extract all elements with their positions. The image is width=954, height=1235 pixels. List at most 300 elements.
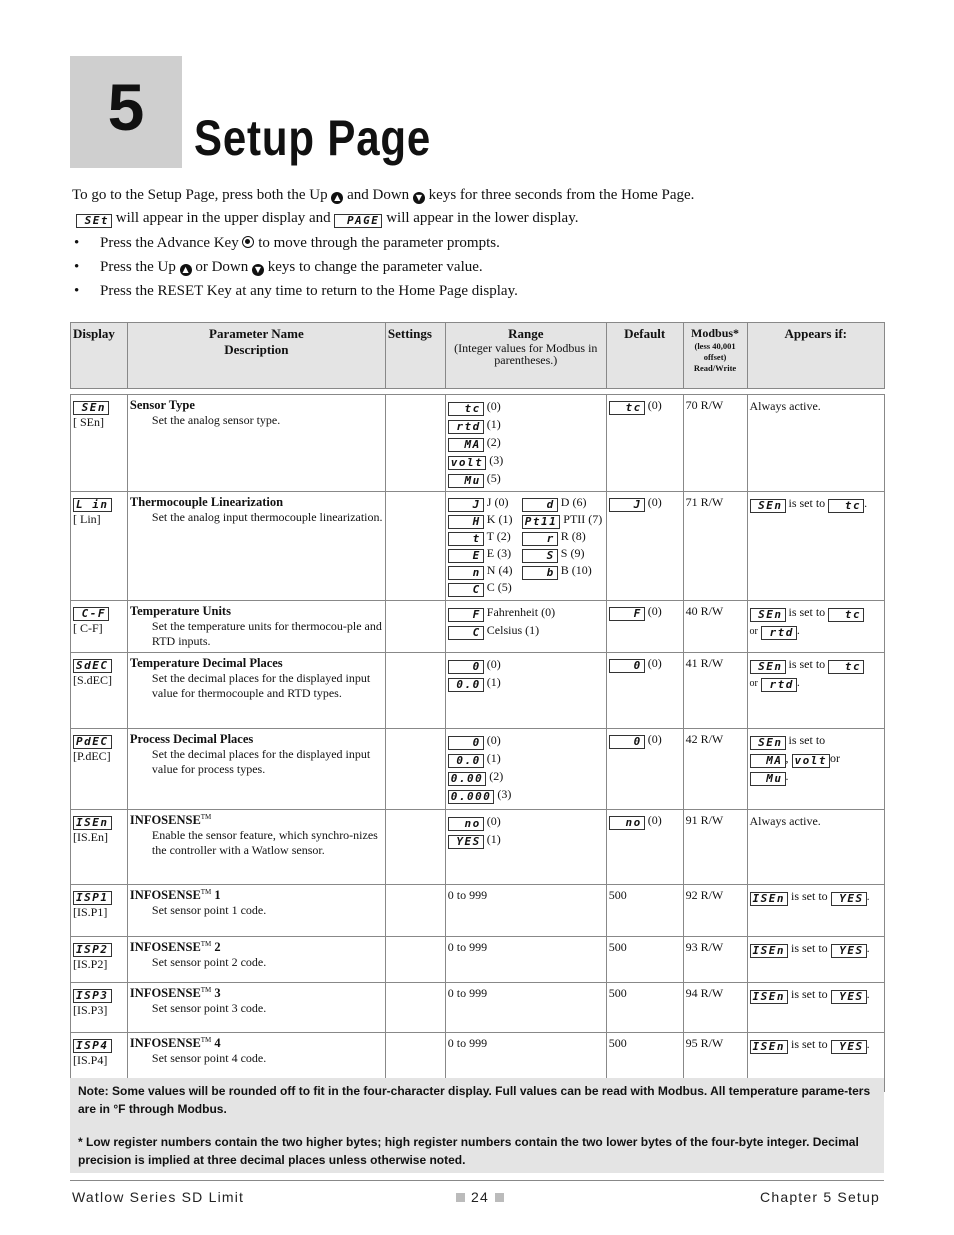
table-row xyxy=(71,983,885,1033)
range-option xyxy=(448,529,522,546)
table-row xyxy=(71,653,885,729)
range-label: Fahrenheit (0) xyxy=(486,605,556,619)
header-subtext: (less 40,001 offset) xyxy=(694,341,736,362)
range-label: (5) xyxy=(486,471,501,485)
lcd-display: SEn xyxy=(750,736,786,750)
settings-cell xyxy=(385,937,445,983)
header-text: Modbus* xyxy=(691,326,740,340)
lcd-display: ISEn xyxy=(750,892,789,906)
display-cell xyxy=(71,492,128,601)
parameter-description: Enable the sensor feature, which synchro-nizes the controller with a Watlow sensor. xyxy=(151,828,378,858)
lcd-display: ISEn xyxy=(73,816,112,830)
lcd-display: ISP3 xyxy=(73,989,112,1003)
range-text: 0 to 999 xyxy=(447,888,488,902)
parameter-cell xyxy=(127,729,385,810)
range-label: Celsius (1) xyxy=(486,623,540,637)
lcd-display: L in xyxy=(73,498,112,512)
lcd-display: MA xyxy=(750,754,786,768)
header-subtext: Read/Write xyxy=(693,363,737,373)
display-code: [ C-F] xyxy=(73,621,103,635)
lcd-display: volt xyxy=(448,456,487,470)
settings-cell xyxy=(385,810,445,885)
range-text: 0 to 999 xyxy=(447,1036,488,1050)
appears-if-cell: ISEn is set to YES . xyxy=(747,1033,885,1092)
header-text: Range xyxy=(508,326,544,341)
lcd-display: 0.0 xyxy=(448,754,484,768)
display-code: [IS.P3] xyxy=(73,1003,108,1017)
lcd-display: Mu xyxy=(448,474,484,488)
parameter-cell xyxy=(127,601,385,653)
lcd-display: tc xyxy=(609,401,645,415)
lcd-display: 0.000 xyxy=(448,790,495,804)
trademark: TM xyxy=(200,940,212,948)
parameter-description: Set sensor point 2 code. xyxy=(151,955,267,970)
parameter-cell xyxy=(127,492,385,601)
lcd-display: E xyxy=(448,549,484,563)
default-cell xyxy=(606,395,683,492)
range-option xyxy=(448,831,604,849)
parameter-description: Set the analog input thermocouple linearization. xyxy=(151,510,383,524)
range-cell xyxy=(445,653,606,729)
lcd-display: F xyxy=(448,608,484,622)
display-cell xyxy=(71,937,128,983)
range-label: N (4) xyxy=(486,563,513,577)
parameter-cell xyxy=(127,653,385,729)
table-row xyxy=(71,885,885,937)
appears-text: is set to xyxy=(788,657,826,671)
trademark: TM xyxy=(200,888,212,896)
range-option xyxy=(522,546,604,563)
range-label: (2) xyxy=(486,435,501,449)
settings-cell xyxy=(385,601,445,653)
default-cell xyxy=(606,885,683,937)
default-value: (0) xyxy=(647,732,662,746)
settings-cell xyxy=(385,653,445,729)
range-label: B (10) xyxy=(560,563,592,577)
lcd-display: YES xyxy=(831,892,867,906)
list-item xyxy=(72,231,892,255)
range-option xyxy=(448,622,604,640)
appears-text: is set to xyxy=(788,605,826,619)
intro-text: keys for three seconds from the Home Page. xyxy=(428,187,695,203)
range-cell xyxy=(445,729,606,810)
lcd-display: 0 xyxy=(609,735,645,749)
header-modbus xyxy=(683,323,747,389)
range-label: (1) xyxy=(486,417,501,431)
chapter-number: 5 xyxy=(107,70,145,144)
lcd-display: 0.00 xyxy=(448,772,487,786)
lcd-display: rtd xyxy=(761,626,797,640)
parameter-suffix: 4 xyxy=(211,1036,221,1051)
parameter-name-text: Thermocouple Linearization xyxy=(129,495,284,509)
parameter-description: Set the temperature units for thermocou-ple and RTD inputs. xyxy=(151,619,382,648)
parameter-name-text: INFOSENSE xyxy=(129,940,201,955)
appears-text: is set to xyxy=(788,733,826,747)
range-option xyxy=(522,512,604,529)
down-key-icon: ▼ xyxy=(252,264,264,276)
lcd-display: ISEn xyxy=(750,1040,789,1054)
range-option xyxy=(448,495,522,512)
display-code: [IS.En] xyxy=(73,830,108,844)
range-option xyxy=(448,674,604,692)
parameter-suffix: 3 xyxy=(211,986,221,1001)
lcd-display: ISEn xyxy=(750,990,789,1004)
lcd-display: no xyxy=(609,816,645,830)
range-label: (0) xyxy=(486,733,501,747)
lcd-display: 0 xyxy=(609,659,645,673)
appears-text: is set to xyxy=(791,987,828,1001)
parameter-suffix: 1 xyxy=(211,888,221,903)
header-text: Description xyxy=(224,342,289,357)
lcd-display: F xyxy=(609,607,645,621)
range-label: C (5) xyxy=(486,580,512,594)
range-cell xyxy=(445,937,606,983)
appears-if-cell xyxy=(747,810,885,885)
parameter-description: Set the decimal places for the displayed input value for process types. xyxy=(151,747,371,776)
lcd-display: 0 xyxy=(448,660,484,674)
range-option xyxy=(448,656,604,674)
parameter-cell xyxy=(127,395,385,492)
settings-cell xyxy=(385,885,445,937)
range-label: K (1) xyxy=(486,512,513,526)
appears-text: Always active. xyxy=(749,399,821,413)
range-option xyxy=(448,546,522,563)
range-label: (2) xyxy=(489,769,504,783)
parameter-name xyxy=(130,604,383,619)
appears-text: or xyxy=(749,678,758,689)
note-text: * Low register numbers contain the two higher bytes; high register numbers contain the two lower bytes of the four-byte integer. Decimal precision is implied at three decimal places unless otherwise noted. xyxy=(78,1135,859,1167)
parameter-name-text: INFOSENSE xyxy=(129,1036,201,1051)
default-value: 500 xyxy=(608,940,627,954)
lcd-display: ISP1 xyxy=(73,891,112,905)
lcd-display: Pt11 xyxy=(522,515,561,529)
default-cell xyxy=(606,601,683,653)
modbus-cell: 91 R/W xyxy=(683,810,747,885)
range-option xyxy=(522,495,604,512)
modbus-cell: 70 R/W xyxy=(683,395,747,492)
range-label: S (9) xyxy=(560,546,585,560)
display-code: [IS.P4] xyxy=(73,1053,108,1067)
settings-cell xyxy=(385,729,445,810)
range-label: (1) xyxy=(486,675,501,689)
range-option xyxy=(522,563,604,580)
bullet-text: Press the Advance Key xyxy=(100,235,239,251)
modbus-cell: 42 R/W xyxy=(683,729,747,810)
default-value: (0) xyxy=(647,398,662,412)
lcd-display: YES xyxy=(831,990,867,1004)
parameter-name xyxy=(130,986,383,1001)
table-header-row xyxy=(71,323,885,389)
parameter-name-text: Temperature Units xyxy=(129,604,231,618)
instruction-list xyxy=(72,231,892,303)
intro-text: and Down xyxy=(347,187,410,203)
table-body xyxy=(71,389,885,1092)
down-key-icon: ▼ xyxy=(413,192,425,204)
modbus-cell: 40 R/W xyxy=(683,601,747,653)
display-cell xyxy=(71,729,128,810)
appears-text: is set to xyxy=(791,1037,828,1051)
appears-text: is set to xyxy=(791,889,828,903)
table-row xyxy=(71,810,885,885)
bullet-text: to move through the parameter prompts. xyxy=(258,235,500,251)
range-label: E (3) xyxy=(486,546,512,560)
footer-product: Watlow Series SD Limit xyxy=(72,1189,245,1205)
settings-cell xyxy=(385,492,445,601)
trademark: TM xyxy=(200,813,212,821)
square-icon xyxy=(495,1193,504,1202)
display-cell xyxy=(71,810,128,885)
bullet-text: Press the Up xyxy=(100,259,176,275)
parameter-name xyxy=(130,940,383,955)
appears-if-cell: ISEn is set to YES . xyxy=(747,937,885,983)
default-value: (0) xyxy=(647,495,662,509)
bullet-text: keys to change the parameter value. xyxy=(267,259,483,275)
default-value: 500 xyxy=(608,986,627,1000)
footer-divider xyxy=(70,1180,884,1181)
range-cell xyxy=(445,885,606,937)
range-option xyxy=(448,398,604,416)
lcd-display: SEn xyxy=(750,499,786,513)
page-number-text: 24 xyxy=(471,1189,489,1205)
parameter-description: Set sensor point 3 code. xyxy=(151,1001,267,1016)
display-code: [ Lin] xyxy=(73,512,101,526)
lcd-display: SEn xyxy=(750,608,786,622)
table-row xyxy=(71,601,885,653)
default-value: (0) xyxy=(647,656,662,670)
display-cell xyxy=(71,885,128,937)
parameter-name xyxy=(130,398,383,413)
appears-if-cell: SEn is set to tc or rtd . xyxy=(747,653,885,729)
appears-text: is set to xyxy=(788,496,826,510)
lcd-display: volt xyxy=(792,754,831,768)
range-label: J (0) xyxy=(486,495,509,509)
default-value: 500 xyxy=(608,1036,627,1050)
lcd-display: PAGE xyxy=(334,214,382,228)
range-option xyxy=(448,452,604,470)
header-settings: Settings xyxy=(385,323,445,389)
header-default: Default xyxy=(606,323,683,389)
display-cell xyxy=(71,653,128,729)
parameter-description: Set sensor point 4 code. xyxy=(151,1051,267,1066)
parameter-suffix: 2 xyxy=(211,940,221,955)
parameter-name xyxy=(130,495,383,510)
range-option xyxy=(448,580,522,597)
lcd-display: tc xyxy=(828,499,864,513)
header-appears-if: Appears if: xyxy=(747,323,885,389)
default-value: 500 xyxy=(608,888,627,902)
parameter-cell xyxy=(127,937,385,983)
lcd-display: YES xyxy=(448,835,484,849)
appears-if-cell: SEn is set to MA , volt or Mu . xyxy=(747,729,885,810)
range-option xyxy=(448,786,604,804)
range-option xyxy=(448,750,604,768)
lcd-display: SEn xyxy=(750,660,786,674)
range-cell xyxy=(445,810,606,885)
range-option xyxy=(448,470,604,488)
lcd-display: 0.0 xyxy=(448,678,484,692)
lcd-display: tc xyxy=(828,608,864,622)
lcd-display: t xyxy=(448,532,484,546)
table-row xyxy=(71,492,885,601)
range-label: (3) xyxy=(489,453,504,467)
lcd-display: ISEn xyxy=(750,944,789,958)
lcd-display: C-F xyxy=(73,607,109,621)
lcd-display: Mu xyxy=(750,772,786,786)
range-label: (1) xyxy=(486,751,501,765)
lcd-display: MA xyxy=(448,438,484,452)
default-value: (0) xyxy=(647,813,662,827)
range-option xyxy=(448,813,604,831)
default-cell xyxy=(606,729,683,810)
default-cell xyxy=(606,810,683,885)
parameter-table xyxy=(70,322,885,1092)
up-key-icon: ▲ xyxy=(180,264,192,276)
modbus-cell: 93 R/W xyxy=(683,937,747,983)
intro-paragraph xyxy=(72,184,892,230)
display-code: [IS.P1] xyxy=(73,905,108,919)
table-row xyxy=(71,395,885,492)
display-code: [IS.P2] xyxy=(73,957,108,971)
lcd-display: rtd xyxy=(761,678,797,692)
header-text: Parameter Name xyxy=(209,326,304,341)
page-title: Setup Page xyxy=(194,110,432,166)
lcd-display: ISP2 xyxy=(73,943,112,957)
range-option xyxy=(448,732,604,750)
lcd-display: H xyxy=(448,515,484,529)
settings-cell xyxy=(385,395,445,492)
header-subtext: (Integer values for Modbus in parentheses.) xyxy=(454,341,598,367)
appears-if-cell: SEn is set to tc or rtd . xyxy=(747,601,885,653)
parameter-name-text: Process Decimal Places xyxy=(129,732,254,746)
modbus-cell: 92 R/W xyxy=(683,885,747,937)
lcd-display: PdEC xyxy=(73,735,112,749)
parameter-description: Set the analog sensor type. xyxy=(151,413,281,427)
appears-text: or xyxy=(830,751,840,765)
lcd-display: n xyxy=(448,566,484,580)
lcd-display: 0 xyxy=(448,736,484,750)
lcd-display: b xyxy=(522,566,558,580)
appears-text: Always active. xyxy=(749,814,821,828)
lcd-display: SEn xyxy=(73,401,109,415)
parameter-cell xyxy=(127,885,385,937)
range-option xyxy=(448,434,604,452)
parameter-name-text: INFOSENSE xyxy=(129,888,201,903)
header-range xyxy=(445,323,606,389)
appears-if-cell: ISEn is set to YES . xyxy=(747,983,885,1033)
header-param-name xyxy=(127,323,385,389)
intro-text: will appear in the upper display and xyxy=(115,210,331,226)
range-cell xyxy=(445,983,606,1033)
range-cell xyxy=(445,492,606,601)
display-code: [P.dEC] xyxy=(73,749,111,763)
lcd-display: C xyxy=(448,583,484,597)
up-key-icon: ▲ xyxy=(331,192,343,204)
default-cell xyxy=(606,653,683,729)
range-option xyxy=(448,604,604,622)
appears-if-cell: ISEn is set to YES . xyxy=(747,885,885,937)
note-text: Note: Some values will be rounded off to fit in the four-character display. Full values can be read with Modbus. All temperature parame-ters are in °F through Modbus. xyxy=(78,1084,871,1116)
modbus-cell: 71 R/W xyxy=(683,492,747,601)
default-cell xyxy=(606,937,683,983)
parameter-cell xyxy=(127,810,385,885)
range-label: T (2) xyxy=(486,529,511,543)
trademark: TM xyxy=(200,1036,212,1044)
lcd-display: C xyxy=(448,626,484,640)
lcd-display: SdEC xyxy=(73,659,112,673)
table-row xyxy=(71,937,885,983)
range-cell xyxy=(445,601,606,653)
range-label: D (6) xyxy=(560,495,587,509)
display-cell xyxy=(71,601,128,653)
parameter-name-text: INFOSENSE xyxy=(129,813,201,828)
default-cell xyxy=(606,983,683,1033)
lcd-display: tc xyxy=(828,660,864,674)
parameter-name xyxy=(130,1036,383,1051)
lcd-display: rtd xyxy=(448,420,484,434)
settings-cell xyxy=(385,983,445,1033)
intro-text: To go to the Setup Page, press both the Up xyxy=(72,187,328,203)
range-option xyxy=(448,768,604,786)
lcd-display: d xyxy=(522,498,558,512)
range-text: 0 to 999 xyxy=(447,986,488,1000)
square-icon xyxy=(456,1193,465,1202)
list-item xyxy=(72,255,892,279)
appears-if-cell: SEn is set to tc . xyxy=(747,492,885,601)
range-label: (0) xyxy=(486,814,501,828)
note-box xyxy=(70,1078,884,1173)
appears-text: is set to xyxy=(791,941,828,955)
range-label: (0) xyxy=(486,399,501,413)
modbus-cell: 41 R/W xyxy=(683,653,747,729)
range-option xyxy=(448,563,522,580)
parameter-name xyxy=(130,888,383,903)
range-label: (0) xyxy=(486,657,501,671)
lcd-display: S xyxy=(522,549,558,563)
range-label: (3) xyxy=(497,787,512,801)
range-cell xyxy=(445,395,606,492)
appears-text: or xyxy=(749,626,758,637)
range-label: PTII (7) xyxy=(563,512,603,526)
range-label: (1) xyxy=(486,832,501,846)
header-display: Display xyxy=(71,323,128,389)
parameter-description: Set sensor point 1 code. xyxy=(151,903,267,918)
appears-if-cell xyxy=(747,395,885,492)
lcd-display: ISP4 xyxy=(73,1039,112,1053)
default-value: (0) xyxy=(647,604,662,618)
trademark: TM xyxy=(200,986,212,994)
lcd-display: no xyxy=(448,817,484,831)
range-grid xyxy=(448,495,604,597)
page-number xyxy=(446,1189,514,1205)
parameter-description: Set the decimal places for the displayed input value for thermocouple and RTD types. xyxy=(151,671,371,700)
parameter-cell xyxy=(127,983,385,1033)
lcd-display: SEt xyxy=(76,214,112,228)
bullet-text: Press the RESET Key at any time to return to the Home Page display. xyxy=(100,283,518,299)
parameter-name xyxy=(130,656,383,671)
lcd-display: YES xyxy=(831,944,867,958)
lcd-display: r xyxy=(522,532,558,546)
display-cell xyxy=(71,983,128,1033)
table-row xyxy=(71,729,885,810)
parameter-name xyxy=(130,813,383,828)
footer-chapter: Chapter 5 Setup xyxy=(760,1189,880,1205)
display-cell xyxy=(71,395,128,492)
advance-key-icon xyxy=(242,236,254,248)
range-text: 0 to 999 xyxy=(447,940,488,954)
parameter-name xyxy=(130,732,383,747)
parameter-name-text: INFOSENSE xyxy=(129,986,201,1001)
lcd-display: tc xyxy=(448,402,484,416)
